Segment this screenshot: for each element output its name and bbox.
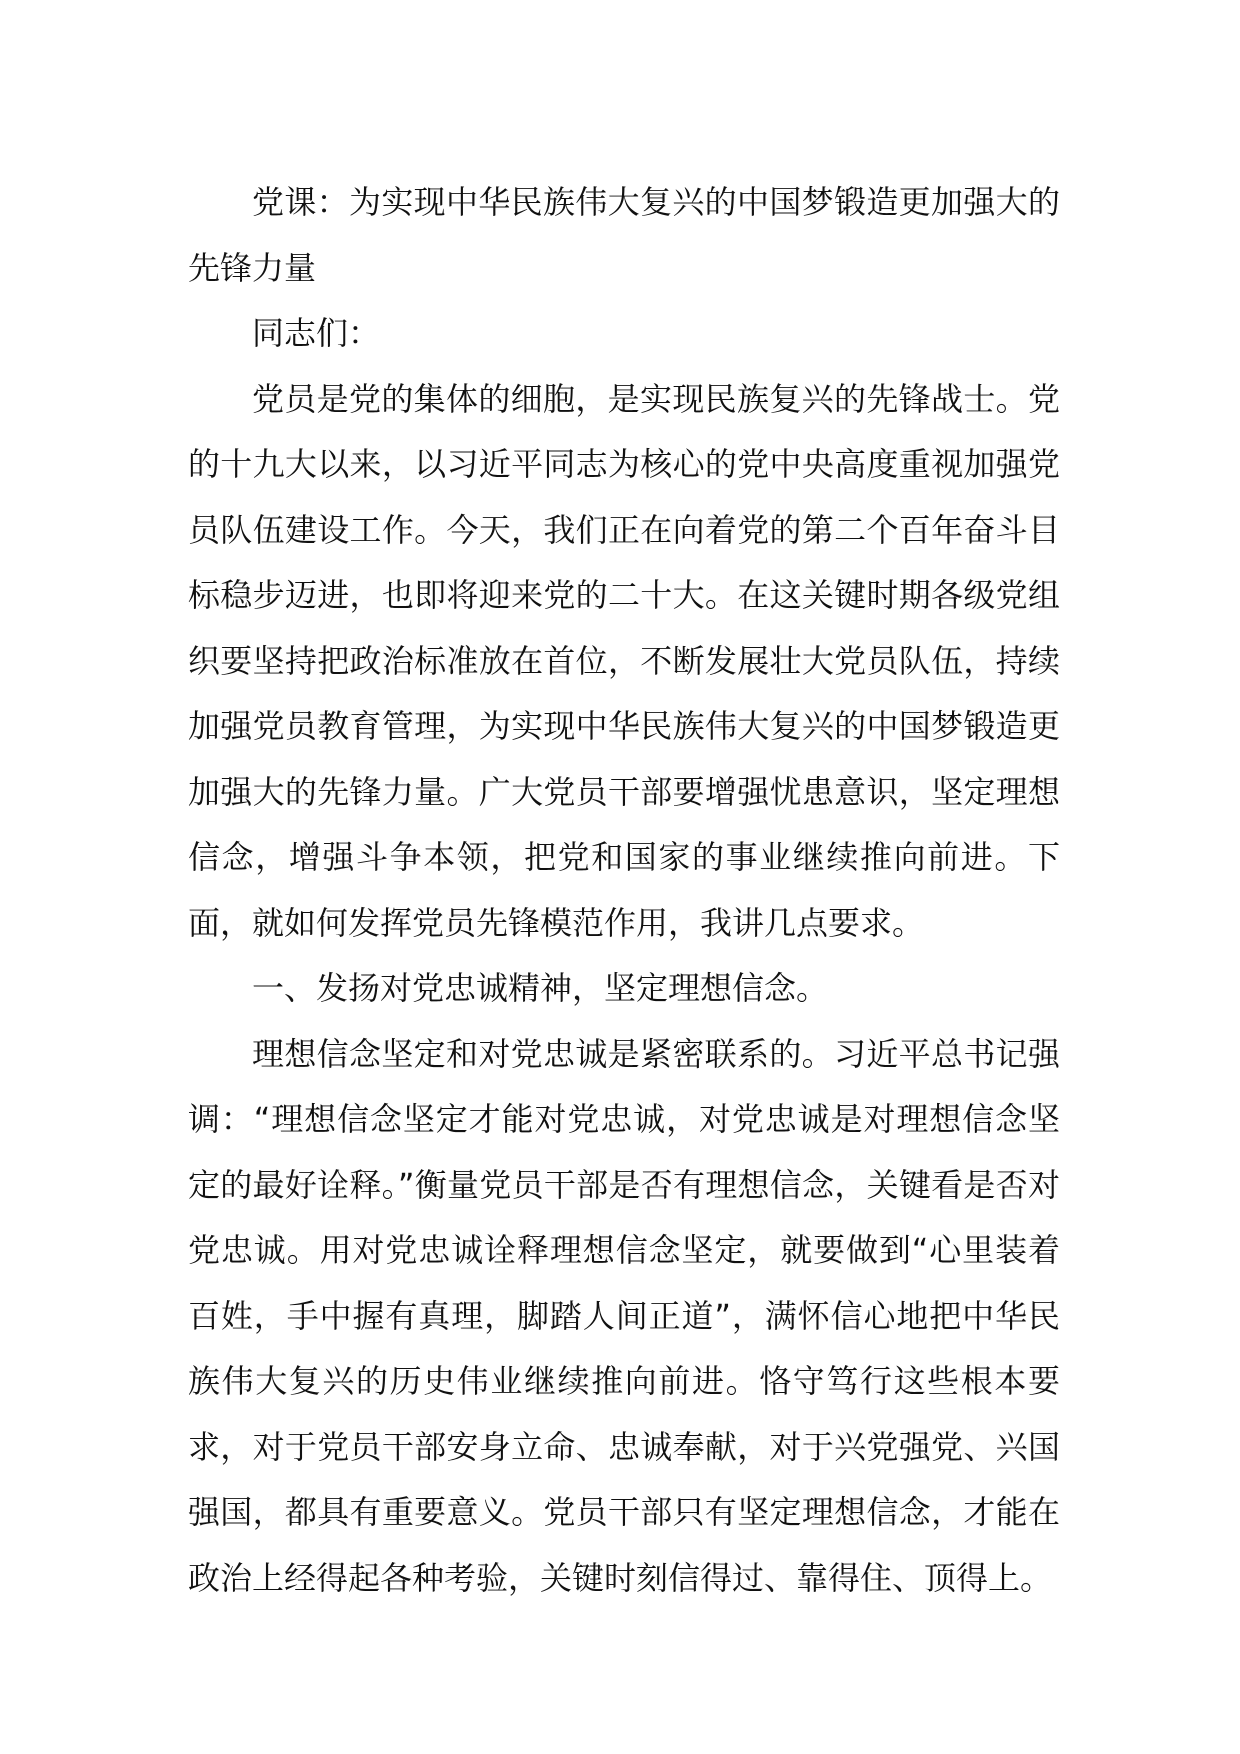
document-body (188, 170, 1060, 1611)
salutation: 同志们： (252, 314, 381, 352)
paragraph-intro: 党员是党的集体的细胞，是实现民族复兴的先锋战士。党的十九大以来，以习近平同志为核心的党中央高度重视加强党员队伍建设工作。今天，我们正在向着党的第二个百年奋斗目标稳步迈进，也即将迎来党的二十大。在这关键时期各级党组织要坚持把政治标准放在首位，不断发展壮大党员队伍，持续加强党员教育管理，为实现中华民族伟大复兴的中国梦锻造更加强大的先锋力量。广大党员干部要增强忧患意识，坚定理想信念，增强斗争本领，把党和国家的事业继续推向前进。下面，就如何发挥党员先锋模范作用，我讲几点要求。 (188, 379, 1060, 942)
document-title: 党课：为实现中华民族伟大复兴的中国梦锻造更加强大的先锋力量 (188, 183, 1060, 287)
paragraph-section-one: 理想信念坚定和对党忠诚是紧密联系的。习近平总书记强调：“理想信念坚定才能对党忠诚，对党忠诚是对理想信念坚定的最好诠释。”衡量党员干部是否有理想信念，关键看是否对党忠诚。用对党忠诚诠释理想信念坚定，就要做到“心里装着百姓，手中握有真理，脚踏人间正道”，满怀信心地把中华民族伟大复兴的历史伟业继续推向前进。恪守笃行这些根本要求，对于党员干部安身立命、忠诚奉献，对于兴党强党、兴国强国，都具有重要意义。党员干部只有坚定理想信念，才能在政治上经得起各种考验，关键时刻信得过、靠得住、顶得上。 (188, 1034, 1060, 1597)
section-heading: 一、发扬对党忠诚精神，坚定理想信念。 (252, 969, 829, 1007)
